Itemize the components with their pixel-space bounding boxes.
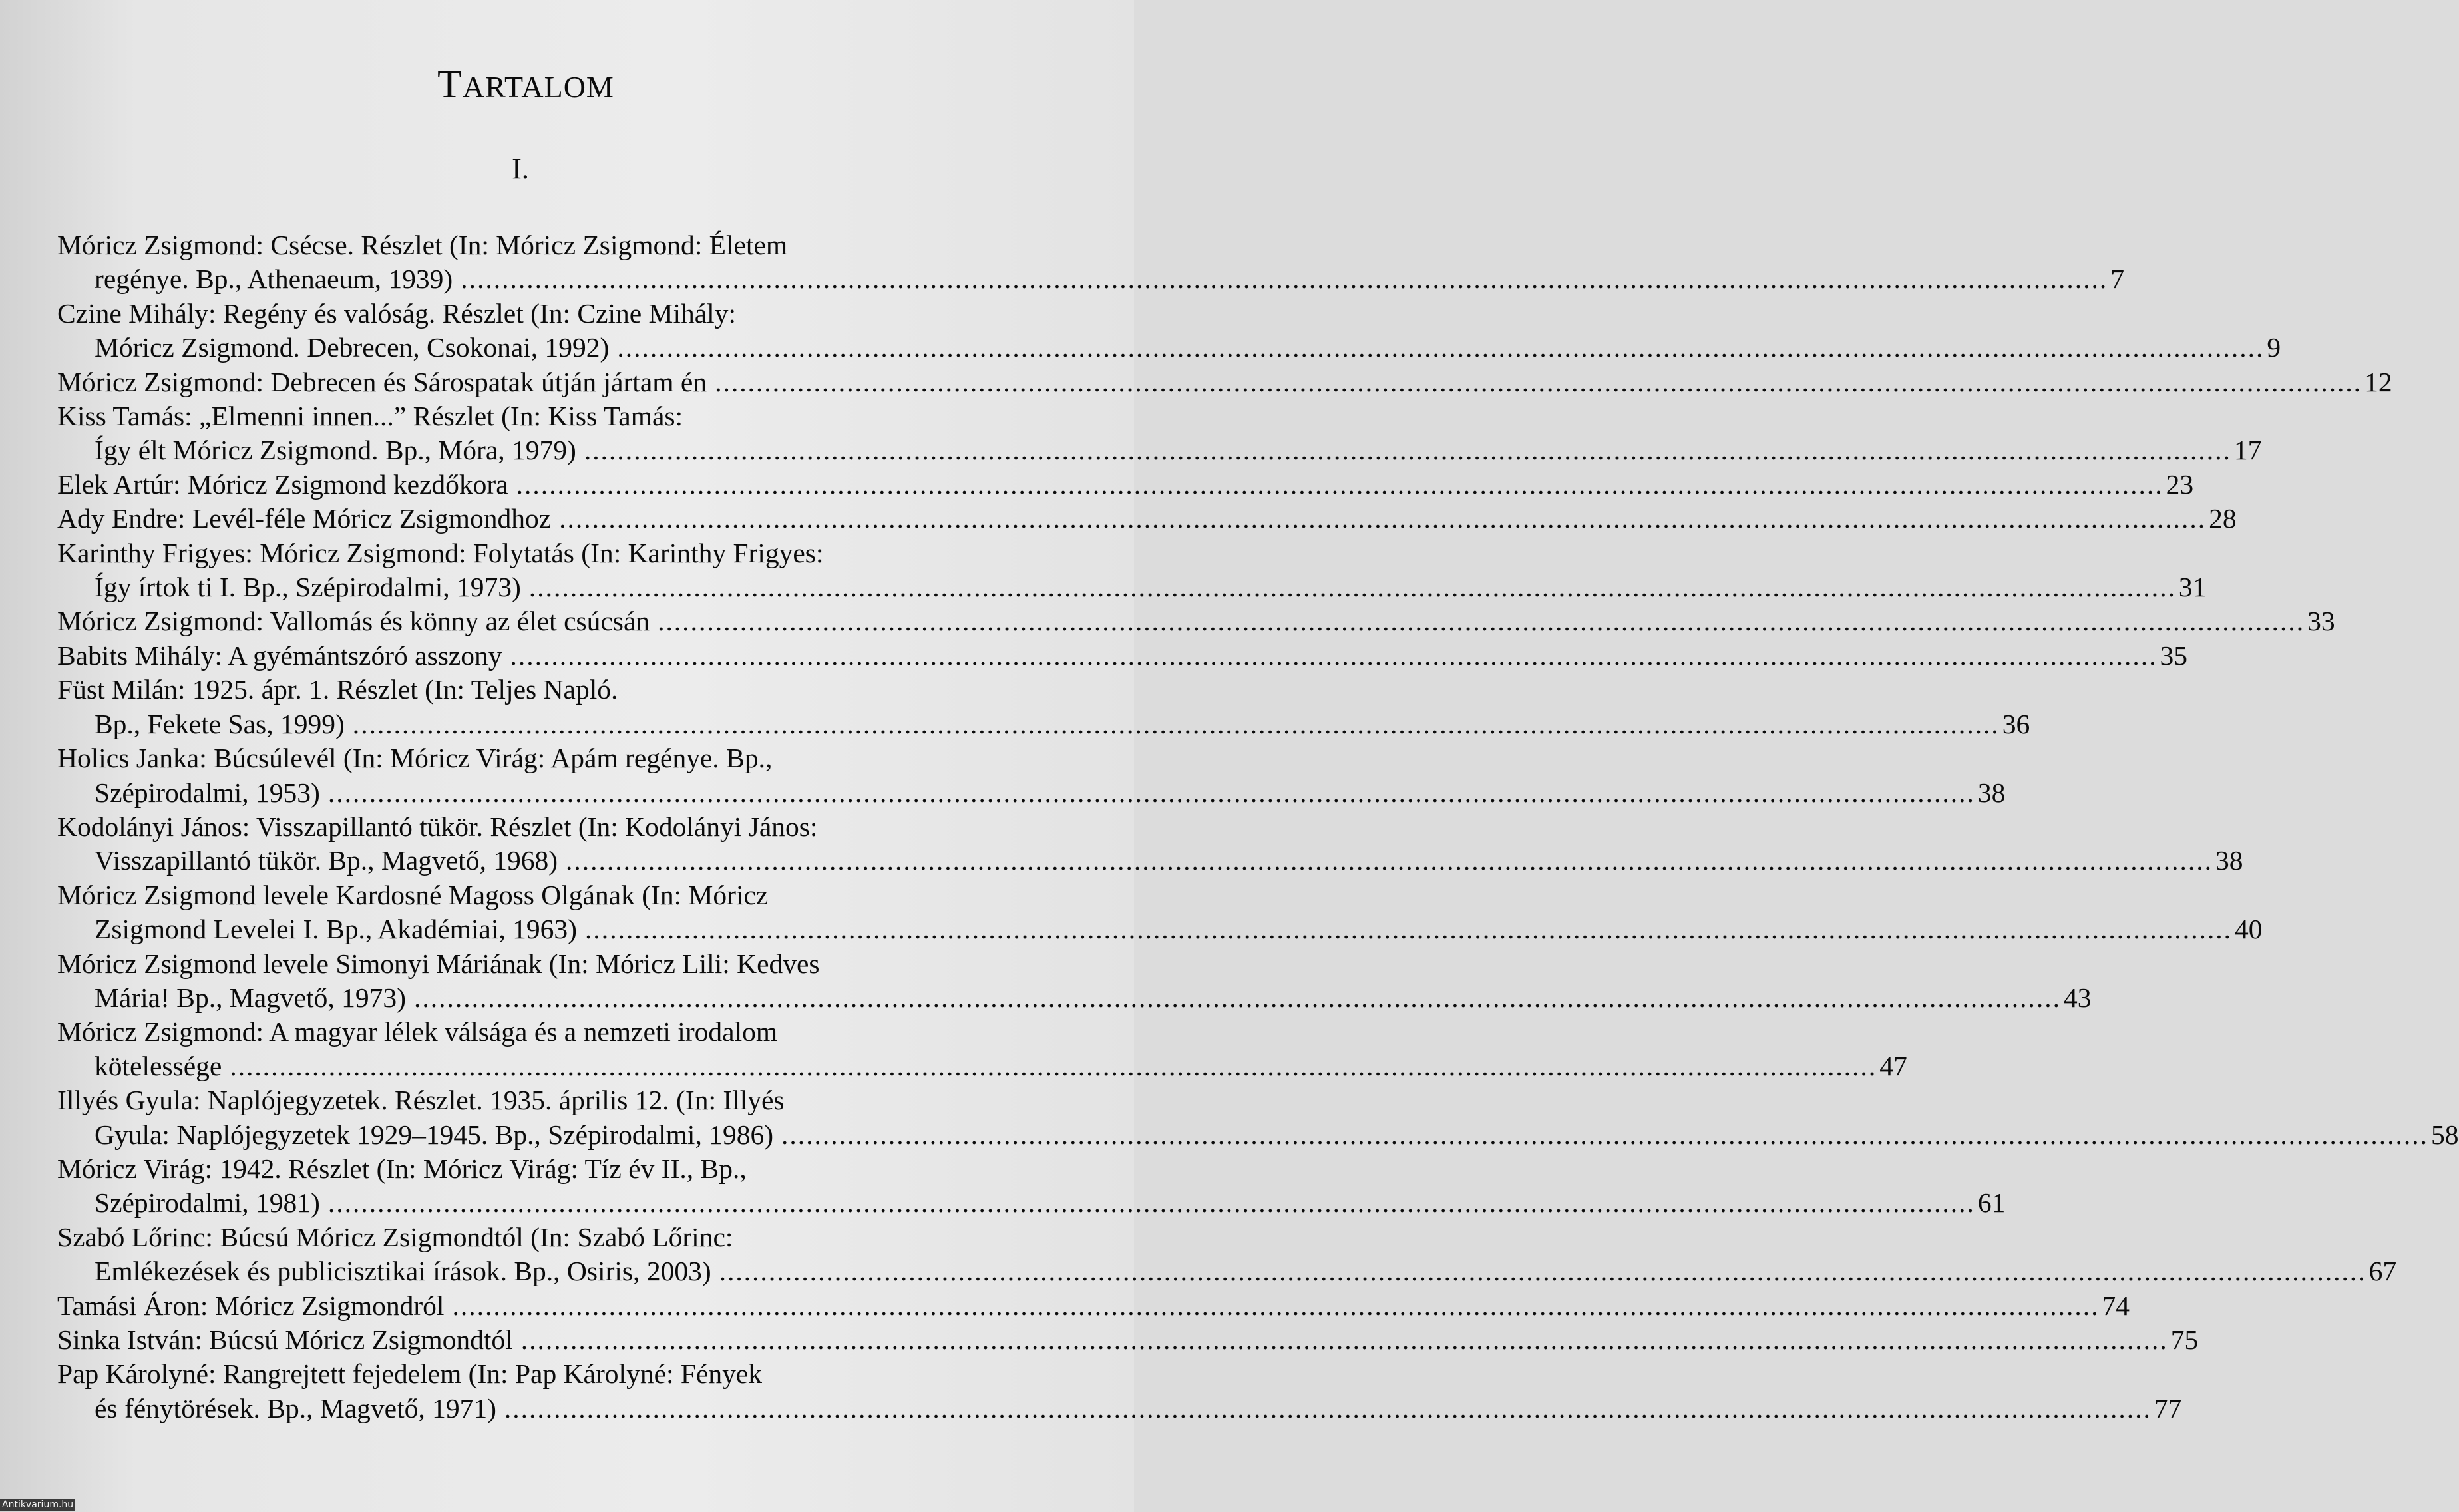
toc-entry-leader-line [57,844,2243,878]
toc-entry [57,228,2124,297]
dot-leader: ........................................................................................................................................................................................................ [516,469,2164,500]
toc-entry-text: Babits Mihály: A gyémántszóró asszony [57,640,502,671]
toc-entry [57,536,2207,605]
toc-entry-leader-line [57,776,2006,810]
toc-entry-leader-line [57,1392,2182,1425]
title-rest: ARTALOM [462,70,614,104]
toc-entry-leader-line [57,365,2392,399]
toc-entry-text: Kiss Tamás: „Elmenni innen...” Részlet (In: Kiss Tamás: [57,401,683,432]
toc-entry-text: Kodolányi János: Visszapillantó tükör. Részlet (In: Kodolányi János: [57,811,818,842]
page-number: 38 [2215,845,2243,876]
toc-entry [57,1015,1907,1083]
page-number: 7 [2110,264,2124,295]
toc-entry [57,468,2194,502]
toc-entry [57,1221,2397,1289]
toc-entry-leader-line [57,468,2194,502]
dot-leader: ........................................................................................................................................................................................................ [559,503,2207,534]
toc-entry-text: Karinthy Frigyes: Móricz Zsigmond: Folytatás (In: Karinthy Frigyes: [57,537,824,568]
toc-entry-text: Móricz Virág: 1942. Részlet (In: Móricz Virág: Tíz év II., Bp., [57,1153,747,1184]
toc-entry-text: Móricz Zsigmond levele Kardosné Magoss Olgának (In: Móricz [57,879,769,910]
page-number: 12 [2364,366,2392,397]
toc-entry [57,1152,2006,1221]
page-number: 38 [1977,777,2006,808]
toc-entry-leader-line [57,604,2335,638]
toc-entry [57,673,2030,741]
toc-entry-text: Bp., Fekete Sas, 1999) [95,708,345,739]
toc-entry-text: Móricz Zsigmond levele Simonyi Máriának (In: Móricz Lili: Kedves [57,948,820,979]
toc-entry-text: Zsigmond Levelei I. Bp., Akadémiai, 1963) [95,914,577,945]
toc-entry-text: Így írtok ti I. Bp., Szépirodalmi, 1973) [95,572,521,603]
page-number: 58 [2431,1119,2459,1150]
toc-entry-leader-line [57,1254,2397,1288]
toc-entry-text: Szabó Lőrinc: Búcsú Móricz Zsigmondtól (In: Szabó Lőrinc: [57,1221,733,1252]
page-number: 40 [2234,914,2263,945]
page-number: 33 [2307,606,2335,637]
title-initial: T [437,62,463,106]
toc-entry-leader-line [57,570,2207,604]
page-number: 77 [2154,1392,2182,1423]
dot-leader: ........................................................................................................................................................................................................ [528,572,2176,603]
watermark: Antikvarium.hu [0,1499,75,1511]
toc-entry [57,502,2237,536]
table-of-contents [57,228,2459,1425]
page-number: 47 [1879,1050,1907,1081]
toc-entry-leader-line [57,262,2124,296]
page-number: 31 [2178,572,2207,603]
toc-entry-text: Emlékezések és publicisztikai írások. Bp., Osiris, 2003) [95,1256,711,1287]
page-title [0,61,1051,107]
dot-leader: ........................................................................................................................................................................................................ [452,1290,2100,1321]
page-number: 35 [2160,640,2188,671]
page-number: 28 [2209,503,2237,534]
dot-leader: ........................................................................................................................................................................................................ [584,435,2231,466]
toc-entry-leader-line [57,1289,2130,1323]
toc-entry-text: Szépirodalmi, 1981) [95,1187,320,1219]
toc-entry-text: Móricz Zsigmond: Csécse. Részlet (In: Móricz Zsigmond: Életem [57,230,788,260]
toc-entry-leader-line [57,707,2030,741]
toc-entry [57,1289,2130,1323]
toc-entry-text: Gyula: Naplójegyzetek 1929–1945. Bp., Szépirodalmi, 1986) [95,1119,774,1150]
dot-leader: ........................................................................................................................................................................................................ [781,1119,2429,1150]
page-number: 17 [2233,435,2262,466]
dot-leader: ........................................................................................................................................................................................................ [584,914,2232,945]
toc-entry [57,1357,2182,1425]
dot-leader: ........................................................................................................................................................................................................ [719,1256,2366,1287]
toc-entry [57,810,2243,878]
toc-entry [57,1083,2459,1152]
page-number: 9 [2267,332,2281,363]
dot-leader: ........................................................................................................................................................................................................ [413,982,2061,1013]
dot-leader: ........................................................................................................................................................................................................ [617,332,2265,363]
toc-entry-leader-line [57,331,2281,365]
toc-entry-text: és fénytörések. Bp., Magvető, 1971) [95,1392,496,1423]
toc-entry-leader-line [57,1186,2006,1220]
toc-entry [57,399,2262,468]
toc-entry-leader-line [57,433,2262,467]
dot-leader: ........................................................................................................................................................................................................ [715,366,2363,397]
dot-leader: ........................................................................................................................................................................................................ [520,1324,2168,1355]
dot-leader: ........................................................................................................................................................................................................ [510,640,2158,671]
toc-entry-leader-line [57,502,2237,536]
toc-entry-text: Ady Endre: Levél-féle Móricz Zsigmondhoz [57,503,552,534]
toc-entry [57,365,2392,399]
toc-entry [57,947,2092,1016]
page-number: 43 [2063,982,2092,1013]
dot-leader: ........................................................................................................................................................................................................ [658,606,2305,637]
toc-entry-text: Czine Mihály: Regény és valóság. Részlet (In: Czine Mihály: [57,297,736,329]
toc-entry-text: Mária! Bp., Magvető, 1973) [95,982,406,1013]
dot-leader: ........................................................................................................................................................................................................ [352,708,2000,739]
toc-entry [57,604,2335,638]
toc-entry-text: Szépirodalmi, 1953) [95,777,320,808]
toc-entry-leader-line [57,1049,1907,1083]
page-number: 74 [2102,1290,2130,1321]
toc-entry-text: Móricz Zsigmond: A magyar lélek válsága és a nemzeti irodalom [57,1016,778,1047]
toc-entry-leader-line [57,912,2263,946]
toc-entry-leader-line [57,981,2092,1015]
page-number: 75 [2170,1324,2199,1355]
toc-entry [57,639,2188,673]
toc-entry-text: Elek Artúr: Móricz Zsigmond kezdőkora [57,469,508,500]
page-number: 23 [2166,469,2194,500]
toc-entry-text: Tamási Áron: Móricz Zsigmondról [57,1290,445,1321]
toc-entry-text: Móricz Zsigmond. Debrecen, Csokonai, 1992) [95,332,610,363]
toc-entry-text: Visszapillantó tükör. Bp., Magvető, 1968) [95,845,558,876]
toc-entry [57,878,2263,947]
dot-leader: ........................................................................................................................................................................................................ [504,1392,2152,1423]
page-number: 36 [2002,708,2030,739]
page-number: 61 [1977,1187,2006,1219]
toc-entry-text: Móricz Zsigmond: Debrecen és Sárospatak útján jártam én [57,366,707,397]
dot-leader: ........................................................................................................................................................................................................ [461,264,2108,295]
dot-leader: ........................................................................................................................................................................................................ [566,845,2213,876]
toc-entry-text: Füst Milán: 1925. ápr. 1. Részlet (In: Teljes Napló. [57,674,618,705]
toc-entry-text: regénye. Bp., Athenaeum, 1939) [95,264,453,295]
toc-entry [57,1323,2199,1357]
toc-entry-leader-line [57,1323,2199,1357]
toc-entry-text: Holics Janka: Búcsúlevél (In: Móricz Virág: Apám regénye. Bp., [57,743,773,774]
toc-entry [57,297,2281,365]
toc-entry-text: kötelessége [95,1050,222,1081]
toc-entry-leader-line [57,639,2188,673]
toc-entry-leader-line [57,1118,2459,1152]
dot-leader: ........................................................................................................................................................................................................ [327,1187,1975,1219]
toc-entry-text: Pap Károlyné: Rangrejtett fejedelem (In: Pap Károlyné: Fények [57,1358,763,1390]
toc-entry-text: Így élt Móricz Zsigmond. Bp., Móra, 1979) [95,435,576,466]
dot-leader: ........................................................................................................................................................................................................ [230,1050,1877,1081]
page-number: 67 [2368,1256,2397,1287]
section-heading: I. [512,152,529,185]
toc-entry-text: Sinka István: Búcsú Móricz Zsigmondtól [57,1324,513,1355]
toc-entry-text: Móricz Zsigmond: Vallomás és könny az élet csúcsán [57,606,650,637]
toc-entry [57,741,2006,810]
dot-leader: ........................................................................................................................................................................................................ [327,777,1975,808]
toc-entry-text: Illyés Gyula: Naplójegyzetek. Részlet. 1935. április 12. (In: Illyés [57,1085,785,1116]
